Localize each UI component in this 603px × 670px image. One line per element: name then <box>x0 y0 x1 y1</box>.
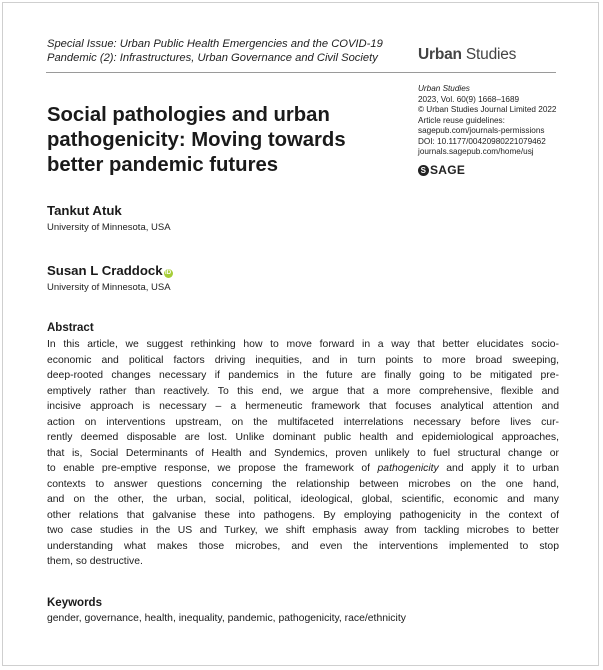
abstract-line: that is, Social Determinants of Health and Syndemics, proven unlikely to fuel structural change or <box>47 447 559 459</box>
sage-logo-text: SAGE <box>430 163 466 177</box>
meta-journal-link[interactable]: journals.sagepub.com/home/usj <box>418 147 534 156</box>
meta-journal: Urban Studies <box>418 84 470 93</box>
author-affiliation: University of Minnesota, USA <box>47 222 171 233</box>
special-issue-label <box>47 37 387 65</box>
special-issue-line: Special Issue: Urban Public Health Emergencies and the COVID-19 <box>47 38 383 50</box>
orcid-icon[interactable]: iD <box>165 270 172 276</box>
article-title <box>47 103 377 178</box>
title-line: pathogenicity: Moving towards <box>47 129 346 151</box>
abstract-line: In this article, we suggest rethinking how to move forward in a way that better elucidates socio- <box>47 339 559 350</box>
abstract-line: deep-rooted changes necessary if pandemics in the future are finally going to be mitigated pre- <box>47 370 559 381</box>
journal-logo-bold: Urban <box>418 46 462 63</box>
abstract-line: emptively rather than reactively. To this end, we argue that a more comprehensive, flexible and <box>47 385 559 397</box>
special-issue-line: Pandemic (2): Infrastructures, Urban Governance and Civil Society <box>47 52 378 64</box>
abstract-line: understanding what makes those microbes, and even the interventions implemented to stop <box>47 540 559 552</box>
meta-reuse-label: Article reuse guidelines: <box>418 115 505 125</box>
abstract-line: two case studies in the US and Turkey, we shift emphasis away from tackling microbes to better <box>47 525 559 536</box>
abstract-line: action on interventions upstream, on the multifaceted interrelations necessary before lives cur- <box>47 416 559 428</box>
abstract-line-head: to enable pre-emptive response, we propose the framework of <box>47 463 378 474</box>
title-line: better pandemic futures <box>47 154 279 176</box>
author-name: Tankut Atuk <box>47 203 122 218</box>
header-divider <box>46 72 556 73</box>
abstract-line <box>47 461 559 477</box>
abstract-line-tail: and apply it to urban <box>438 463 559 474</box>
abstract-line: incisive approach is necessary – a hermeneutic framework that focuses analytical attention and <box>47 401 559 412</box>
meta-reuse-link[interactable]: sagepub.com/journals-permissions <box>418 126 545 135</box>
abstract-line: contexts to answer questions concerning the relationship between microbes on the one hand, <box>47 478 559 490</box>
abstract-heading: Abstract <box>47 322 94 334</box>
sage-logo <box>418 163 465 177</box>
article-meta <box>418 84 588 158</box>
author-affiliation: University of Minnesota, USA <box>47 282 171 293</box>
journal-logo-rest: Studies <box>461 46 517 63</box>
meta-copyright: © Urban Studies Journal Limited 2022 <box>418 105 557 114</box>
keywords-heading: Keywords <box>47 597 102 609</box>
meta-citation: 2023, Vol. 60(9) 1668–1689 <box>418 94 520 104</box>
abstract-line: economic and political factors driving inequities, and in turn points to more broad sweeping, <box>47 354 559 366</box>
author-name <box>47 263 173 278</box>
title-line: Social pathologies and urban <box>47 104 330 126</box>
abstract-italic-term: pathogenicity <box>377 463 439 474</box>
journal-logo <box>418 46 516 64</box>
abstract-line: rently deemed disposable are lost. Unlike dominant public health and epidemiological approaches, <box>47 432 559 443</box>
abstract-body <box>47 337 559 570</box>
abstract-line: and on the other, the urban, social, political, ideological, global, scientific, economic and many <box>47 494 559 505</box>
abstract-line: other relations that galvanise these into pathogens. By employing pathogenicity in the context of <box>47 509 559 521</box>
author-name-text: Susan L Craddock <box>47 263 163 278</box>
sage-icon: S <box>418 165 429 176</box>
abstract-line: them, so destructive. <box>47 556 143 567</box>
meta-doi[interactable]: DOI: 10.1177/00420980221079462 <box>418 136 546 146</box>
keywords-list: gender, governance, health, inequality, pandemic, pathogenicity, race/ethnicity <box>47 613 406 624</box>
